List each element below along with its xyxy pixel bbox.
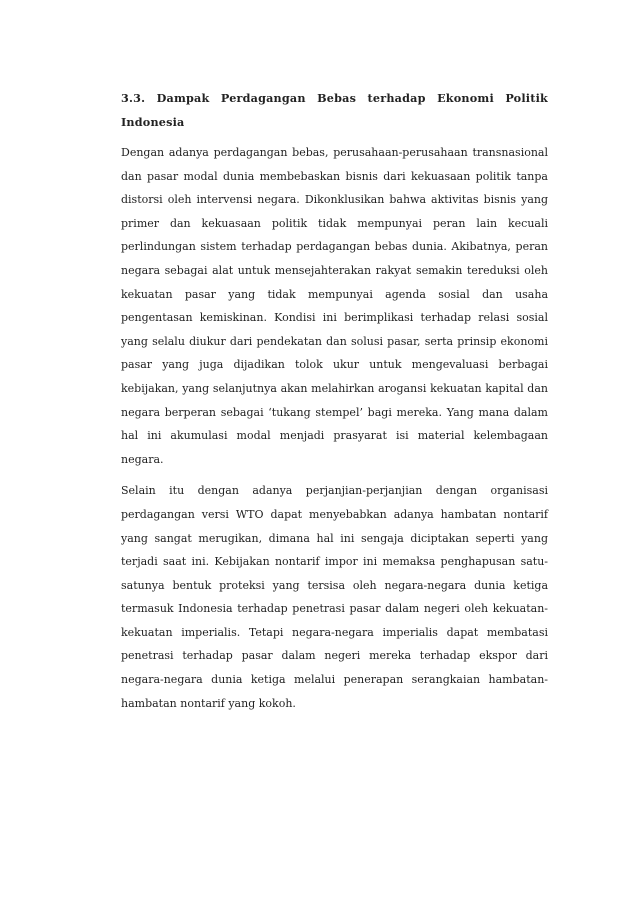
section-heading: 3.3. Dampak Perdagangan Bebas terhadap Ekonomi Politik Indonesia bbox=[121, 91, 548, 129]
paragraph-1: Dengan adanya perdagangan bebas, perusahaan-perusahaan transnasional dan pasar modal dunia membebaskan bisnis dari kekuasaan politik tanpa distorsi oleh intervensi negara. Dikonklusikan bahwa aktivitas bisnis yang primer dan kekuasaan politik tidak mempunyai peran lain kecuali perlindungan sistem terhadap perdagangan bebas dunia. Akibatnya, peran negara sebagai alat untuk mensejahterakan rakyat semakin tereduksi oleh kekuatan pasar yang tidak mempunyai agenda sosial dan usaha pengentasan kemiskinan. Kondisi ini berimplikasi terhadap relasi sosial yang selalu diukur dari pendekatan dan solusi pasar, serta prinsip ekonomi pasar yang juga dijadikan tolok ukur untuk mengevaluasi berbagai kebijakan, yang selanjutnya akan melahirkan arogansi kekuatan kapital dan negara berperan sebagai ‘tukang stempel’ bagi mereka. Yang mana dalam hal ini akumulasi modal menjadi prasyarat isi material kelembagaan negara. bbox=[121, 146, 548, 466]
paragraph-2: Selain itu dengan adanya perjanjian-perjanjian dengan organisasi perdagangan versi WTO dapat menyebabkan adanya hambatan nontarif yang sangat merugikan, dimana hal ini sengaja diciptakan seperti yang terjadi saat ini. Kebijakan nontarif impor ini memaksa penghapusan satu-satunya bentuk proteksi yang tersisa oleh negara-negara dunia ketiga termasuk Indonesia terhadap penetrasi pasar dalam negeri oleh kekuatan-kekuatan imperialis. Tetapi negara-negara imperialis dapat membatasi penetrasi terhadap pasar dalam negeri mereka terhadap ekspor dari negara-negara dunia ketiga melalui penerapan serangkaian hambatan-hambatan nontarif yang kokoh. bbox=[121, 484, 548, 710]
document-content bbox=[121, 87, 548, 723]
